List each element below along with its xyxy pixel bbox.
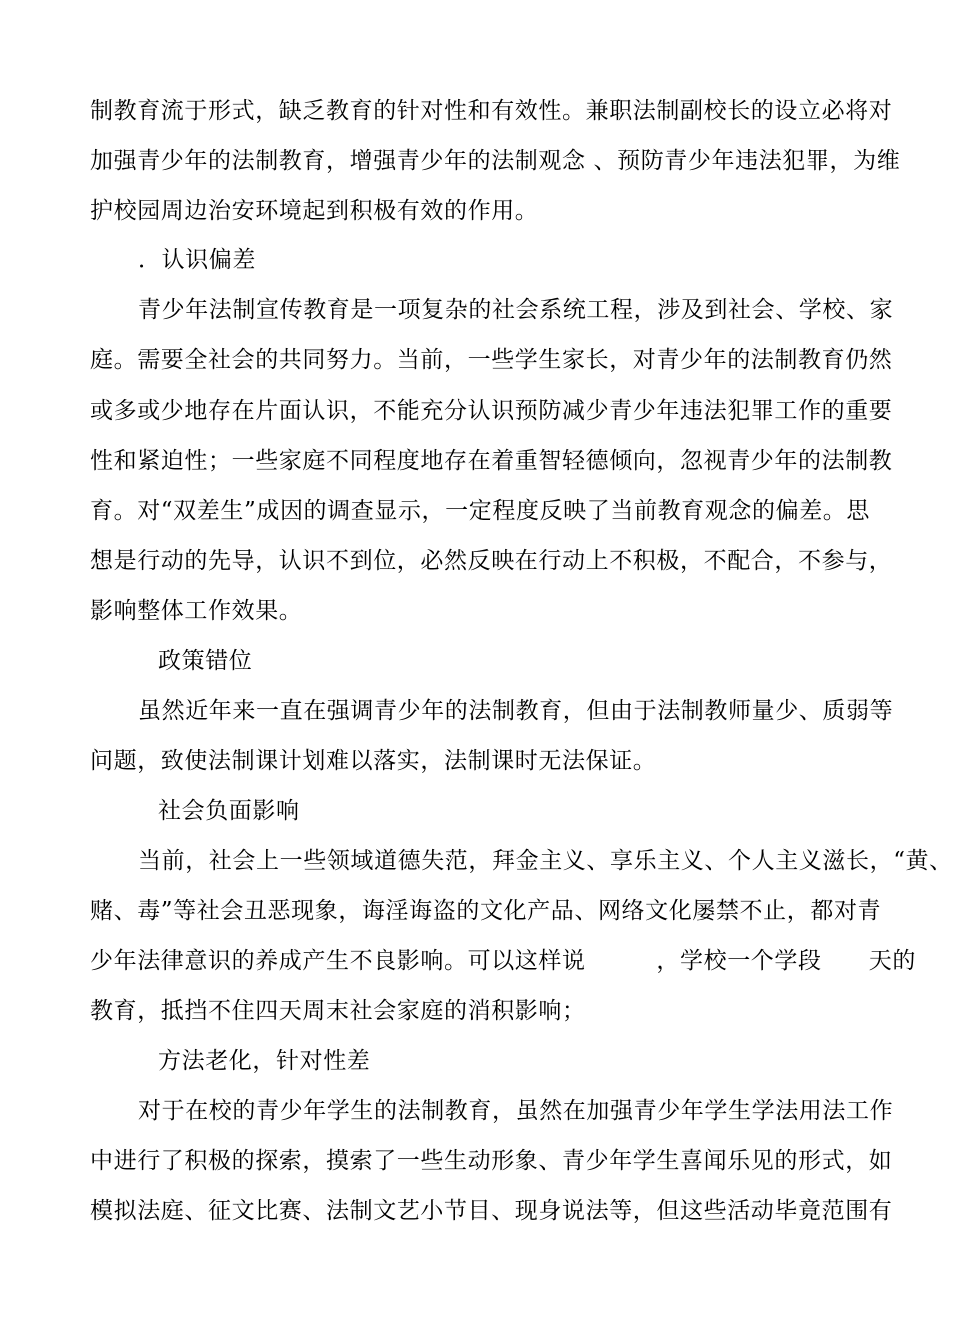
body-text-line: 青少年法制宣传教育是一项复杂的社会系统工程，涉及到社会、学校、家 xyxy=(138,297,894,323)
body-text-line: 问题，致使法制课计划难以落实，法制课时无法保证。 xyxy=(90,748,657,774)
body-text-line: 或多或少地存在片面认识，不能充分认识预防减少青少年违法犯罪工作的重要 xyxy=(90,398,893,424)
body-text-line: 制教育流于形式，缺乏教育的针对性和有效性。兼职法制副校长的设立必将对 xyxy=(90,98,893,124)
body-text-line: 护校园周边治安环境起到积极有效的作用。 xyxy=(90,198,539,224)
section-heading: ．认识偏差 xyxy=(138,247,256,273)
body-text-line: 加强青少年的法制教育，增强青少年的法制观念 、预防青少年违法犯罪，为维 xyxy=(90,148,901,174)
body-text-line: 虽然近年来一直在强调青少年的法制教育，但由于法制教师量少、质弱等 xyxy=(138,698,894,724)
body-text-line: 赌、毒”等社会丑恶现象，诲淫诲盗的文化产品、网络文化屡禁不止，都对青 xyxy=(90,898,882,924)
body-text-line: 少年法律意识的养成产生不良影响。可以这样说 ，学校一个学段 天的 xyxy=(90,948,916,974)
body-text-line: 育。对“双差生”成因的调查显示，一定程度反映了当前教育观念的偏差。思 xyxy=(90,498,870,524)
body-text-line: 想是行动的先导，认识不到位，必然反映在行动上不积极，不配合，不参与， xyxy=(90,548,893,574)
body-text-line: 模拟法庭、征文比赛、法制文艺小节目、现身说法等，但这些活动毕竟范围有 xyxy=(90,1198,893,1224)
body-text-line: 中进行了积极的探索，摸索了一些生动形象、青少年学生喜闻乐见的形式，如 xyxy=(90,1148,893,1174)
section-heading: 政策错位 xyxy=(158,648,253,674)
body-text-line: 庭。需要全社会的共同努力。当前，一些学生家长，对青少年的法制教育仍然 xyxy=(90,347,893,373)
body-text-line: 影响整体工作效果。 xyxy=(90,598,303,624)
section-heading: 方法老化，针对性差 xyxy=(158,1048,371,1074)
body-text-line: 对于在校的青少年学生的法制教育，虽然在加强青少年学生学法用法工作 xyxy=(138,1098,894,1124)
body-text-line: 性和紧迫性；一些家庭不同程度地存在着重智轻德倾向，忽视青少年的法制教 xyxy=(90,448,893,474)
body-text-line: 当前，社会上一些领域道德失范，拜金主义、享乐主义、个人主义滋长，“黄、 xyxy=(138,848,953,874)
section-heading: 社会负面影响 xyxy=(158,798,300,824)
body-text-line: 教育，抵挡不住四天周末社会家庭的消积影响； xyxy=(90,998,586,1024)
